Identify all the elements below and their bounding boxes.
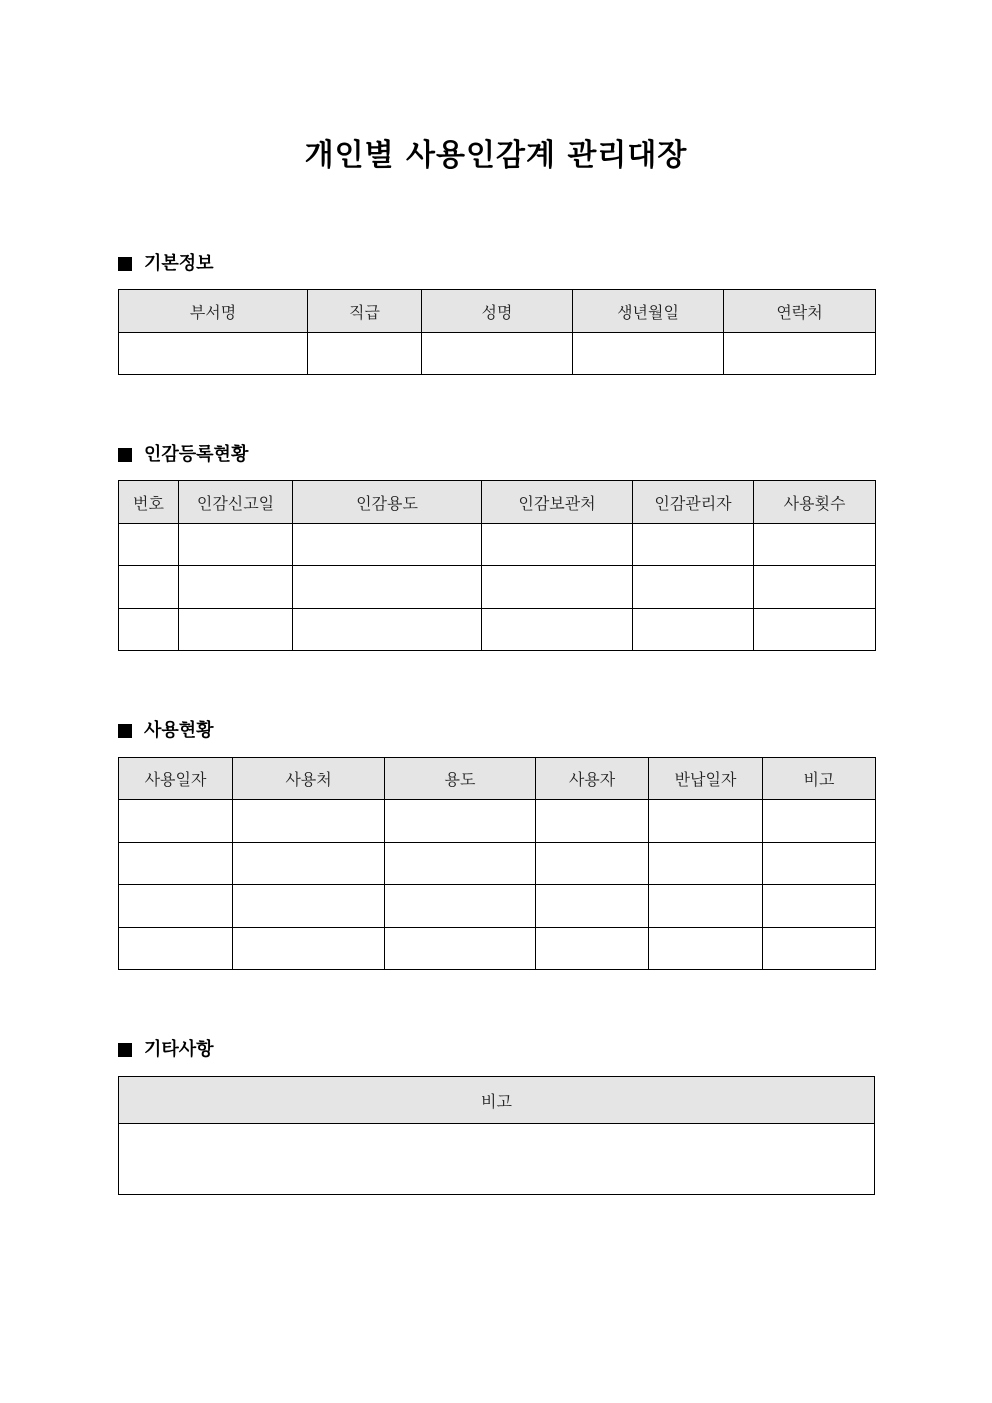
section-heading-seal-registration bbox=[118, 443, 248, 467]
column-header-name: 성명 bbox=[422, 290, 573, 333]
table-cell[interactable] bbox=[482, 609, 633, 651]
basic-info-table bbox=[118, 289, 876, 375]
table-cell[interactable] bbox=[573, 333, 724, 375]
table-header-row bbox=[119, 1077, 875, 1124]
table-cell[interactable] bbox=[422, 333, 573, 375]
table-cell[interactable] bbox=[754, 566, 876, 609]
table-row bbox=[119, 928, 876, 970]
table-row bbox=[119, 333, 876, 375]
column-header-usage-place: 사용처 bbox=[233, 758, 385, 800]
table-cell[interactable] bbox=[482, 566, 633, 609]
seal-registration-table bbox=[118, 480, 876, 651]
table-cell[interactable] bbox=[536, 800, 649, 843]
column-header-seal-manager: 인감관리자 bbox=[633, 481, 754, 524]
column-header-report-date: 인감신고일 bbox=[179, 481, 293, 524]
table-cell[interactable] bbox=[293, 609, 482, 651]
table-cell[interactable] bbox=[308, 333, 422, 375]
table-cell[interactable] bbox=[385, 843, 536, 885]
table-cell[interactable] bbox=[233, 843, 385, 885]
table-row bbox=[119, 1124, 875, 1195]
table-cell[interactable] bbox=[119, 843, 233, 885]
column-header-department: 부서명 bbox=[119, 290, 308, 333]
column-header-seal-purpose: 인감용도 bbox=[293, 481, 482, 524]
remarks-cell[interactable] bbox=[119, 1124, 875, 1195]
column-header-purpose: 용도 bbox=[385, 758, 536, 800]
table-cell[interactable] bbox=[649, 885, 763, 928]
table-cell[interactable] bbox=[119, 885, 233, 928]
table-cell[interactable] bbox=[482, 524, 633, 566]
table-cell[interactable] bbox=[119, 800, 233, 843]
table-cell[interactable] bbox=[233, 885, 385, 928]
table-cell[interactable] bbox=[754, 524, 876, 566]
table-row bbox=[119, 609, 876, 651]
column-header-return-date: 반납일자 bbox=[649, 758, 763, 800]
document-title: 개인별 사용인감계 관리대장 bbox=[304, 138, 688, 173]
table-cell[interactable] bbox=[633, 566, 754, 609]
table-cell[interactable] bbox=[385, 800, 536, 843]
table-cell[interactable] bbox=[119, 333, 308, 375]
table-cell[interactable] bbox=[179, 566, 293, 609]
table-row bbox=[119, 524, 876, 566]
table-cell[interactable] bbox=[649, 800, 763, 843]
table-cell[interactable] bbox=[763, 800, 876, 843]
section-heading-other-notes bbox=[118, 1038, 214, 1062]
table-cell[interactable] bbox=[754, 609, 876, 651]
table-cell[interactable] bbox=[763, 843, 876, 885]
table-row bbox=[119, 566, 876, 609]
table-cell[interactable] bbox=[119, 566, 179, 609]
table-cell[interactable] bbox=[536, 843, 649, 885]
usage-status-table bbox=[118, 757, 876, 970]
table-cell[interactable] bbox=[179, 524, 293, 566]
table-cell[interactable] bbox=[385, 885, 536, 928]
table-cell[interactable] bbox=[233, 800, 385, 843]
table-cell[interactable] bbox=[119, 928, 233, 970]
section-heading-label: 사용현황 bbox=[144, 720, 214, 741]
column-header-usage-count: 사용횟수 bbox=[754, 481, 876, 524]
table-cell[interactable] bbox=[649, 928, 763, 970]
table-cell[interactable] bbox=[293, 566, 482, 609]
table-cell[interactable] bbox=[233, 928, 385, 970]
table-cell[interactable] bbox=[536, 885, 649, 928]
table-cell[interactable] bbox=[536, 928, 649, 970]
column-header-seal-storage: 인감보관처 bbox=[482, 481, 633, 524]
column-header-contact: 연락처 bbox=[724, 290, 876, 333]
table-row bbox=[119, 885, 876, 928]
table-cell[interactable] bbox=[633, 609, 754, 651]
table-row bbox=[119, 843, 876, 885]
table-cell[interactable] bbox=[119, 609, 179, 651]
table-header-row bbox=[119, 290, 876, 333]
section-heading-basic-info bbox=[118, 252, 214, 276]
column-header-remarks: 비고 bbox=[119, 1077, 875, 1124]
table-cell[interactable] bbox=[763, 928, 876, 970]
column-header-birthdate: 생년월일 bbox=[573, 290, 724, 333]
table-cell[interactable] bbox=[119, 524, 179, 566]
section-heading-label: 기본정보 bbox=[144, 253, 214, 274]
column-header-remarks: 비고 bbox=[763, 758, 876, 800]
table-row bbox=[119, 800, 876, 843]
square-bullet-icon bbox=[118, 724, 132, 738]
other-notes-table bbox=[118, 1076, 875, 1195]
table-header-row bbox=[119, 481, 876, 524]
section-heading-label: 인감등록현황 bbox=[144, 444, 249, 465]
table-cell[interactable] bbox=[385, 928, 536, 970]
table-cell[interactable] bbox=[633, 524, 754, 566]
table-cell[interactable] bbox=[724, 333, 876, 375]
square-bullet-icon bbox=[118, 1043, 132, 1057]
table-cell[interactable] bbox=[649, 843, 763, 885]
table-header-row bbox=[119, 758, 876, 800]
column-header-usage-date: 사용일자 bbox=[119, 758, 233, 800]
section-heading-usage-status bbox=[118, 719, 214, 743]
square-bullet-icon bbox=[118, 257, 132, 271]
column-header-position: 직급 bbox=[308, 290, 422, 333]
square-bullet-icon bbox=[118, 448, 132, 462]
column-header-number: 번호 bbox=[119, 481, 179, 524]
section-heading-label: 기타사항 bbox=[144, 1039, 214, 1060]
table-cell[interactable] bbox=[763, 885, 876, 928]
table-cell[interactable] bbox=[293, 524, 482, 566]
table-cell[interactable] bbox=[179, 609, 293, 651]
column-header-user: 사용자 bbox=[536, 758, 649, 800]
